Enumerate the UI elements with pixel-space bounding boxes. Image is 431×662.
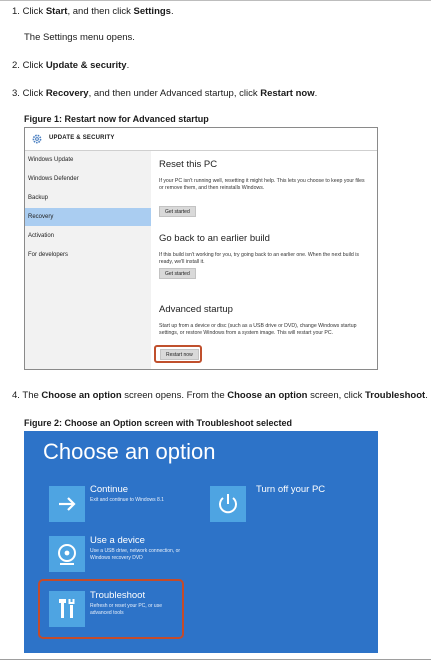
restart-now-highlight xyxy=(154,345,202,363)
reset-pc-description: If your PC isn't running well, resetting it might help. This lets you choose to keep your files or remove them, and then reinstalls Windows. xyxy=(159,178,365,191)
power-icon xyxy=(210,486,246,522)
sidebar-item-activation[interactable]: Activation xyxy=(28,233,55,239)
turn-off-title[interactable]: Turn off your PC xyxy=(256,484,326,495)
settings-window xyxy=(24,127,378,370)
continue-title[interactable]: Continue xyxy=(90,484,129,495)
reset-pc-title: Reset this PC xyxy=(159,159,218,170)
reset-get-started-button[interactable]: Get started xyxy=(159,206,196,217)
top-rule xyxy=(0,0,431,1)
go-back-description: If this build isn't working for you, try going back to an earlier one. When the next build is ready, we'll install it. xyxy=(159,252,359,265)
settings-title: UPDATE & SECURITY xyxy=(49,135,115,141)
turn-off-tile[interactable] xyxy=(210,486,246,522)
continue-description: Exit and continue to Windows 8.1 xyxy=(90,497,164,503)
figure-2-caption: Figure 2: Choose an Option screen with Troubleshoot selected xyxy=(24,418,293,428)
disc-icon xyxy=(49,536,85,572)
go-back-get-started-button[interactable]: Get started xyxy=(159,268,196,279)
sidebar-item-windows-update[interactable]: Windows Update xyxy=(28,157,74,163)
go-back-title: Go back to an earlier build xyxy=(159,233,270,244)
sidebar-item-for-developers[interactable]: For developers xyxy=(28,252,69,258)
continue-tile[interactable] xyxy=(49,486,85,522)
choose-option-heading: Choose an option xyxy=(43,439,216,464)
troubleshoot-highlight xyxy=(38,579,184,639)
advanced-startup-title: Advanced startup xyxy=(159,304,233,315)
step-3: 3. Click Recovery, and then under Advanced startup, click Restart now. xyxy=(12,88,318,99)
step-4: 4. The Choose an option screen opens. From the Choose an option screen, click Troubleshoot. xyxy=(12,390,428,401)
use-device-description: Use a USB drive, network connection, or Windows recovery DVD xyxy=(90,548,181,561)
step-2: 2. Click Update & security. xyxy=(12,60,130,71)
use-device-title[interactable]: Use a device xyxy=(90,535,145,546)
bottom-rule xyxy=(0,659,431,660)
sidebar-item-windows-defender[interactable]: Windows Defender xyxy=(28,176,79,182)
step-1-note: The Settings menu opens. xyxy=(24,32,135,43)
gear-icon xyxy=(31,133,43,145)
arrow-right-icon xyxy=(49,486,85,522)
settings-titlebar xyxy=(25,128,377,151)
use-device-tile[interactable] xyxy=(49,536,85,572)
sidebar-item-backup[interactable]: Backup xyxy=(28,195,49,201)
choose-option-screen xyxy=(24,431,378,653)
troubleshoot-title[interactable]: Troubleshoot xyxy=(90,590,146,601)
figure-1-caption: Figure 1: Restart now for Advanced startup xyxy=(24,114,209,124)
step-1: 1. Click Start, and then click Settings. xyxy=(12,6,174,17)
restart-now-button[interactable]: Restart now xyxy=(160,349,199,360)
troubleshoot-description: Refresh or reset your PC, or use advanced tools xyxy=(90,603,162,616)
advanced-startup-description: Start up from a device or disc (such as a USB drive or DVD), change Windows startup settings, or restore Windows from a system image. This will restart your PC. xyxy=(159,323,357,336)
sidebar-item-recovery[interactable]: Recovery xyxy=(25,208,151,226)
settings-sidebar xyxy=(25,151,151,369)
